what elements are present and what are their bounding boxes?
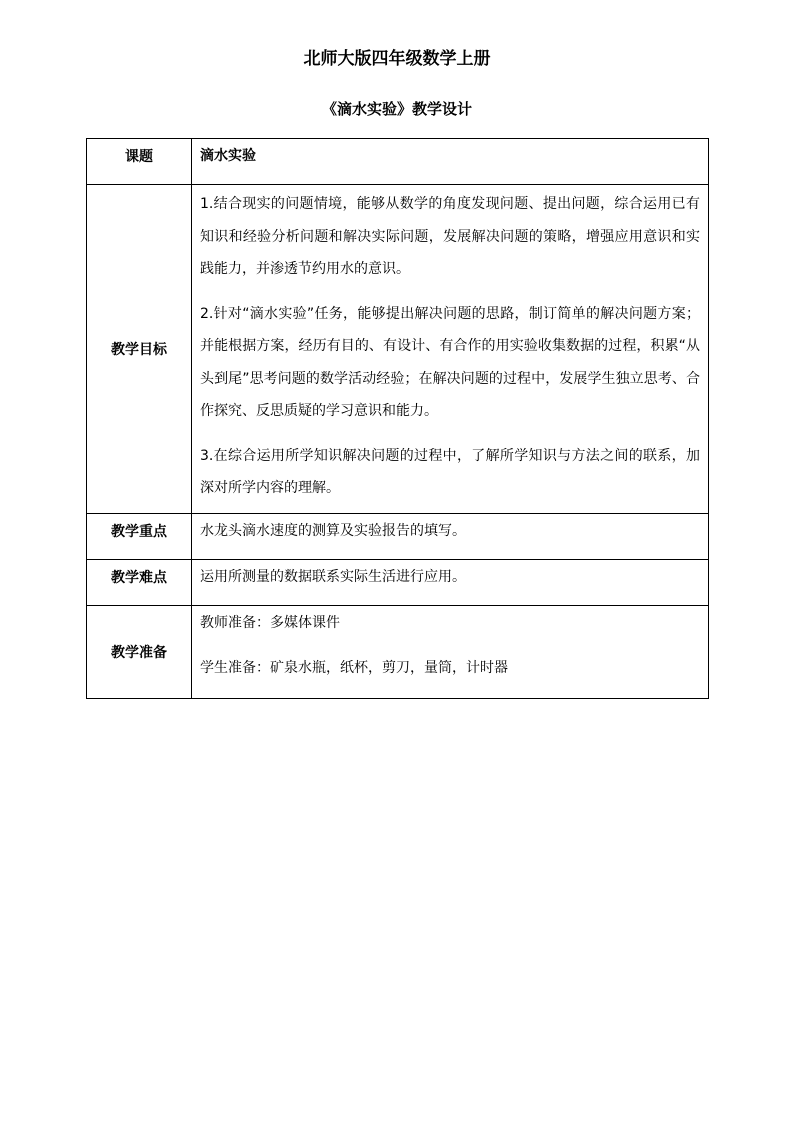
- goals-cell: [192, 185, 709, 514]
- table-row-difficulties: [87, 559, 709, 605]
- topic-label: 课题: [87, 139, 192, 185]
- key-points-value: 水龙头滴水速度的测算及实验报告的填写。: [192, 513, 709, 559]
- goal-item-2: 2.针对“滴水实验”任务，能够提出解决问题的思路，制订简单的解决问题方案；并能根据方案，经历有目的、有设计、有合作的用实验收集数据的过程，积累“从头到尾”思考问题的数学活动经验；在解决问题的过程中，发展学生独立思考、合作探究、反思质疑的学习意识和能力。: [200, 305, 700, 419]
- goals-label: 教学目标: [87, 185, 192, 514]
- page-title: 北师大版四年级数学上册: [303, 49, 491, 69]
- table-row-goals: [87, 185, 709, 514]
- page-subtitle: 《滴水实验》教学设计: [321, 100, 472, 118]
- difficulties-value: 运用所测量的数据联系实际生活进行应用。: [192, 559, 709, 605]
- key-points-label: 教学重点: [87, 513, 192, 559]
- goal-item-3: 3.在综合运用所学知识解决问题的过程中，了解所学知识与方法之间的联系，加深对所学内容的理解。: [200, 447, 700, 496]
- preparation-cell: [192, 605, 709, 698]
- student-preparation: 学生准备：矿泉水瓶，纸杯，剪刀，量筒，计时器: [200, 659, 508, 676]
- table-row-key-points: [87, 513, 709, 559]
- lesson-plan-table: [86, 138, 709, 699]
- preparation-label: 教学准备: [87, 605, 192, 698]
- table-row-preparation: [87, 605, 709, 698]
- topic-value: 滴水实验: [192, 139, 709, 185]
- goal-item-1: 1.结合现实的问题情境，能够从数学的角度发现问题、提出问题，综合运用已有知识和经验分析问题和解决实际问题，发展解决问题的策略，增强应用意识和实践能力，并渗透节约用水的意识。: [200, 196, 700, 277]
- table-row-topic: [87, 139, 709, 185]
- difficulties-label: 教学难点: [87, 559, 192, 605]
- teacher-preparation: 教师准备：多媒体课件: [200, 614, 340, 631]
